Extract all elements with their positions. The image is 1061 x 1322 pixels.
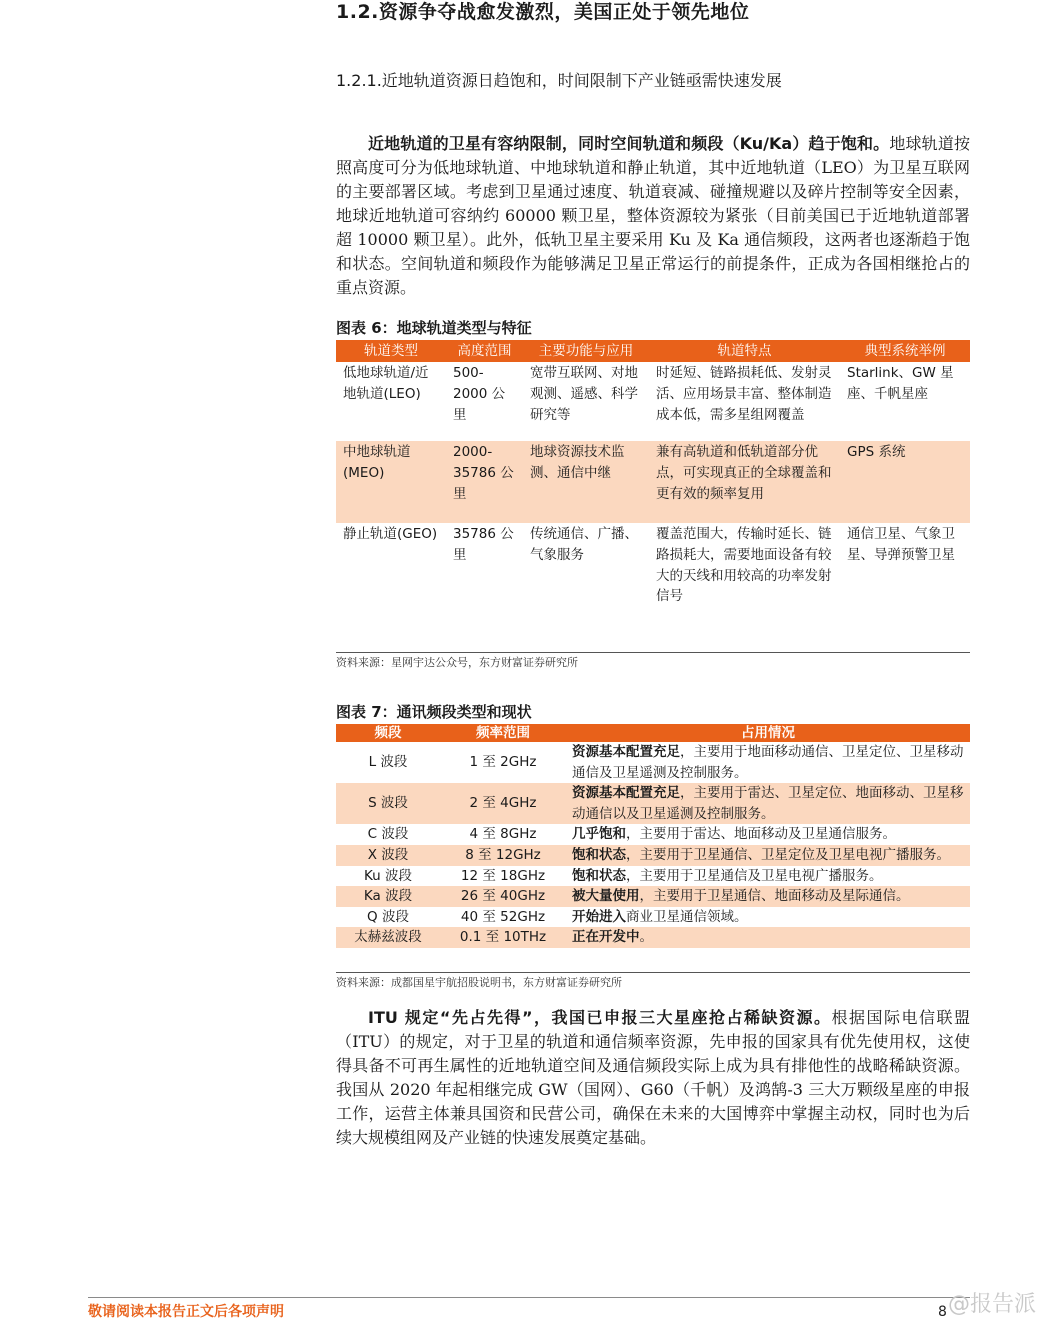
band-name: Ka 波段 — [336, 886, 440, 907]
band-range: 26 至 40GHz — [440, 886, 566, 907]
band-desc: 。 — [639, 929, 653, 946]
paragraph-itu-body: 根据国际电信联盟（ITU）的规定，对于卫星的轨道和通信频率资源，先申报的国家具有优先使用权，这使得具备不可再生属性的近地轨道空间及通信频段实际上成为具有排他性的战略稀缺资源。我国从 2020 年起相继完成 GW（国网）、G60（千帆）及鸿鹄-3 三大万颗级星座的申报工作，运营主体兼具国资和民营公司，确保在未来的大国博弈中掌握主动权，同时也为后续大规模组网及产业链的快速发展奠定基础。 — [336, 1008, 970, 1147]
band-table-header-row — [336, 724, 970, 742]
figure7-title: 图表 7：通讯频段类型和现状 — [336, 703, 532, 721]
table6-bottom-rule — [336, 652, 970, 653]
band-range: 0.1 至 10THz — [440, 927, 566, 948]
band-range: 4 至 8GHz — [469, 826, 537, 843]
footer-disclaimer: 敬请阅读本报告正文后各项声明 — [88, 1304, 284, 1320]
band-col-status: 占用情况 — [566, 724, 970, 742]
table7-source: 资料来源：成都国星宇航招股说明书，东方财富证券研究所 — [336, 976, 622, 989]
band-status: 资源基本配置充足 — [572, 785, 680, 802]
orbit-types-table — [336, 340, 970, 625]
band-col-range: 频率范围 — [440, 724, 566, 742]
paragraph-orbit — [336, 132, 970, 300]
band-range: 8 至 12GHz — [440, 845, 566, 866]
band-status: 饱和状态 — [572, 867, 626, 884]
band-name: S 波段 — [336, 783, 440, 824]
band-name: Ku 波段 — [363, 867, 413, 884]
figure6-title: 图表 6：地球轨道类型与特征 — [336, 319, 532, 337]
band-status: 几乎饱和 — [572, 826, 626, 843]
band-range: 40 至 52GHz — [460, 908, 546, 925]
band-status: 被大量使用 — [572, 888, 640, 905]
table6-source: 资料来源：星网宇达公众号，东方财富证券研究所 — [336, 656, 578, 669]
watermark-text: @报告派 — [948, 1292, 1037, 1317]
orbit-col-examples: 典型系统举例 — [840, 340, 970, 362]
band-name: X 波段 — [336, 845, 440, 866]
band-usage — [566, 824, 970, 845]
band-usage — [566, 783, 970, 824]
orbit-col-features: 轨道特点 — [649, 340, 840, 362]
table-row — [336, 523, 970, 625]
band-range: 2 至 4GHz — [440, 783, 566, 824]
band-name: 太赫兹波段 — [336, 927, 440, 948]
band-col-band: 频段 — [336, 724, 440, 742]
table-cell: 500-2000 公里 — [453, 365, 506, 423]
band-status: 开始进入 — [572, 908, 626, 925]
page-number: 8 — [938, 1304, 947, 1320]
band-usage — [566, 907, 970, 928]
paragraph-itu — [336, 1006, 970, 1150]
table-cell: 兼有高轨道和低轨道部分优点，可实现真正的全球覆盖和更有效的频率复用 — [649, 441, 840, 523]
section-title: 1.2.资源争夺战愈发激烈，美国正处于领先地位 — [336, 1, 750, 23]
table-cell: 覆盖范围大，传输时延长、链路损耗大，需要地面设备有较大的天线和用较高的功率发射信号 — [656, 526, 832, 605]
table-cell: 时延短、链路损耗低、发射灵活、应用场景丰富、整体制造成本低，需多星组网覆盖 — [656, 365, 832, 423]
paragraph-orbit-lead: 近地轨道的卫星有容纳限制，同时空间轨道和频段（Ku/Ka）趋于饱和。 — [368, 134, 890, 153]
band-usage — [566, 845, 970, 866]
paragraph-itu-lead: ITU 规定“先占先得”，我国已申报三大星座抢占稀缺资源。 — [368, 1008, 832, 1027]
band-usage — [566, 886, 970, 907]
band-usage — [566, 927, 970, 948]
table-row — [336, 886, 970, 907]
band-desc: ，主要用于卫星通信、卫星定位及卫星电视广播服务。 — [626, 846, 950, 863]
band-usage — [566, 866, 970, 887]
band-range: 1 至 2GHz — [469, 754, 537, 771]
orbit-col-function: 主要功能与应用 — [523, 340, 649, 362]
table-row — [336, 783, 970, 824]
table-row — [336, 362, 970, 441]
table-row — [336, 845, 970, 866]
table-row — [336, 927, 970, 948]
table-cell: 35786 公里 — [453, 526, 514, 563]
table-row — [336, 866, 970, 887]
band-desc: ，主要用于卫星通信、地面移动及星际通信。 — [639, 888, 910, 905]
band-desc: ，主要用于卫星通信及卫星电视广播服务。 — [626, 867, 883, 884]
orbit-col-altitude: 高度范围 — [446, 340, 523, 362]
table-row — [336, 824, 970, 845]
band-usage — [566, 742, 970, 783]
table-cell: 中地球轨道(MEO) — [336, 441, 446, 523]
band-desc: ，主要用于雷达、卫星定位、地面移动、卫星移动通信以及卫星遥测及控制服务。 — [572, 785, 964, 822]
table-cell: 2000-35786 公里 — [446, 441, 523, 523]
table7-bottom-rule — [336, 972, 970, 973]
table-cell: 宽带互联网、对地观测、遥感、科学研究等 — [530, 365, 638, 423]
table-row — [336, 441, 970, 523]
band-range: 12 至 18GHz — [460, 867, 546, 884]
band-desc: ，主要用于地面移动通信、卫星定位、卫星移动通信及卫星遥测及控制服务。 — [572, 744, 964, 781]
band-desc: 商业卫星通信领域。 — [626, 908, 748, 925]
band-name: L 波段 — [368, 754, 408, 771]
footer-rule — [88, 1297, 970, 1298]
band-status: 正在开发中 — [572, 929, 640, 946]
table-cell: 地球资源技术监测、通信中继 — [523, 441, 649, 523]
table-cell: 通信卫星、气象卫星、导弹预警卫星 — [847, 526, 955, 563]
table-row — [336, 907, 970, 928]
table-cell: 传统通信、广播、气象服务 — [530, 526, 638, 563]
band-status: 饱和状态 — [572, 846, 626, 863]
band-name: C 波段 — [367, 826, 409, 843]
band-status: 资源基本配置充足 — [572, 744, 680, 760]
frequency-bands-table — [336, 724, 970, 948]
table-cell: Starlink、GW 星座、千帆星座 — [847, 365, 954, 402]
table-cell: GPS 系统 — [840, 441, 970, 523]
subsection-title: 1.2.1.近地轨道资源日趋饱和，时间限制下产业链亟需快速发展 — [336, 71, 782, 90]
table-row — [336, 742, 970, 783]
paragraph-orbit-body: 地球轨道按照高度可分为低地球轨道、中地球轨道和静止轨道，其中近地轨道（LEO）为卫星互联网的主要部署区域。考虑到卫星通过速度、轨道衰减、碰撞规避以及碎片控制等安全因素，地球近地轨道可容纳约 60000 颗卫星，整体资源较为紧张（目前美国已于近地轨道部署超 10000 颗卫星）。此外，低轨卫星主要采用 Ku 及 Ka 通信频段，这两者也逐渐趋于饱和状态。空间轨道和频段作为能够满足卫星正常运行的前提条件，正成为各国相继抢占的重点资源。 — [336, 134, 970, 297]
band-desc: ，主要用于雷达、地面移动及卫星通信服务。 — [626, 826, 896, 843]
table-cell: 低地球轨道/近地轨道(LEO) — [343, 365, 429, 402]
orbit-col-type: 轨道类型 — [336, 340, 446, 362]
band-name: Q 波段 — [367, 908, 409, 925]
table-cell: 静止轨道(GEO) — [343, 526, 438, 542]
orbit-table-header-row — [336, 340, 970, 362]
